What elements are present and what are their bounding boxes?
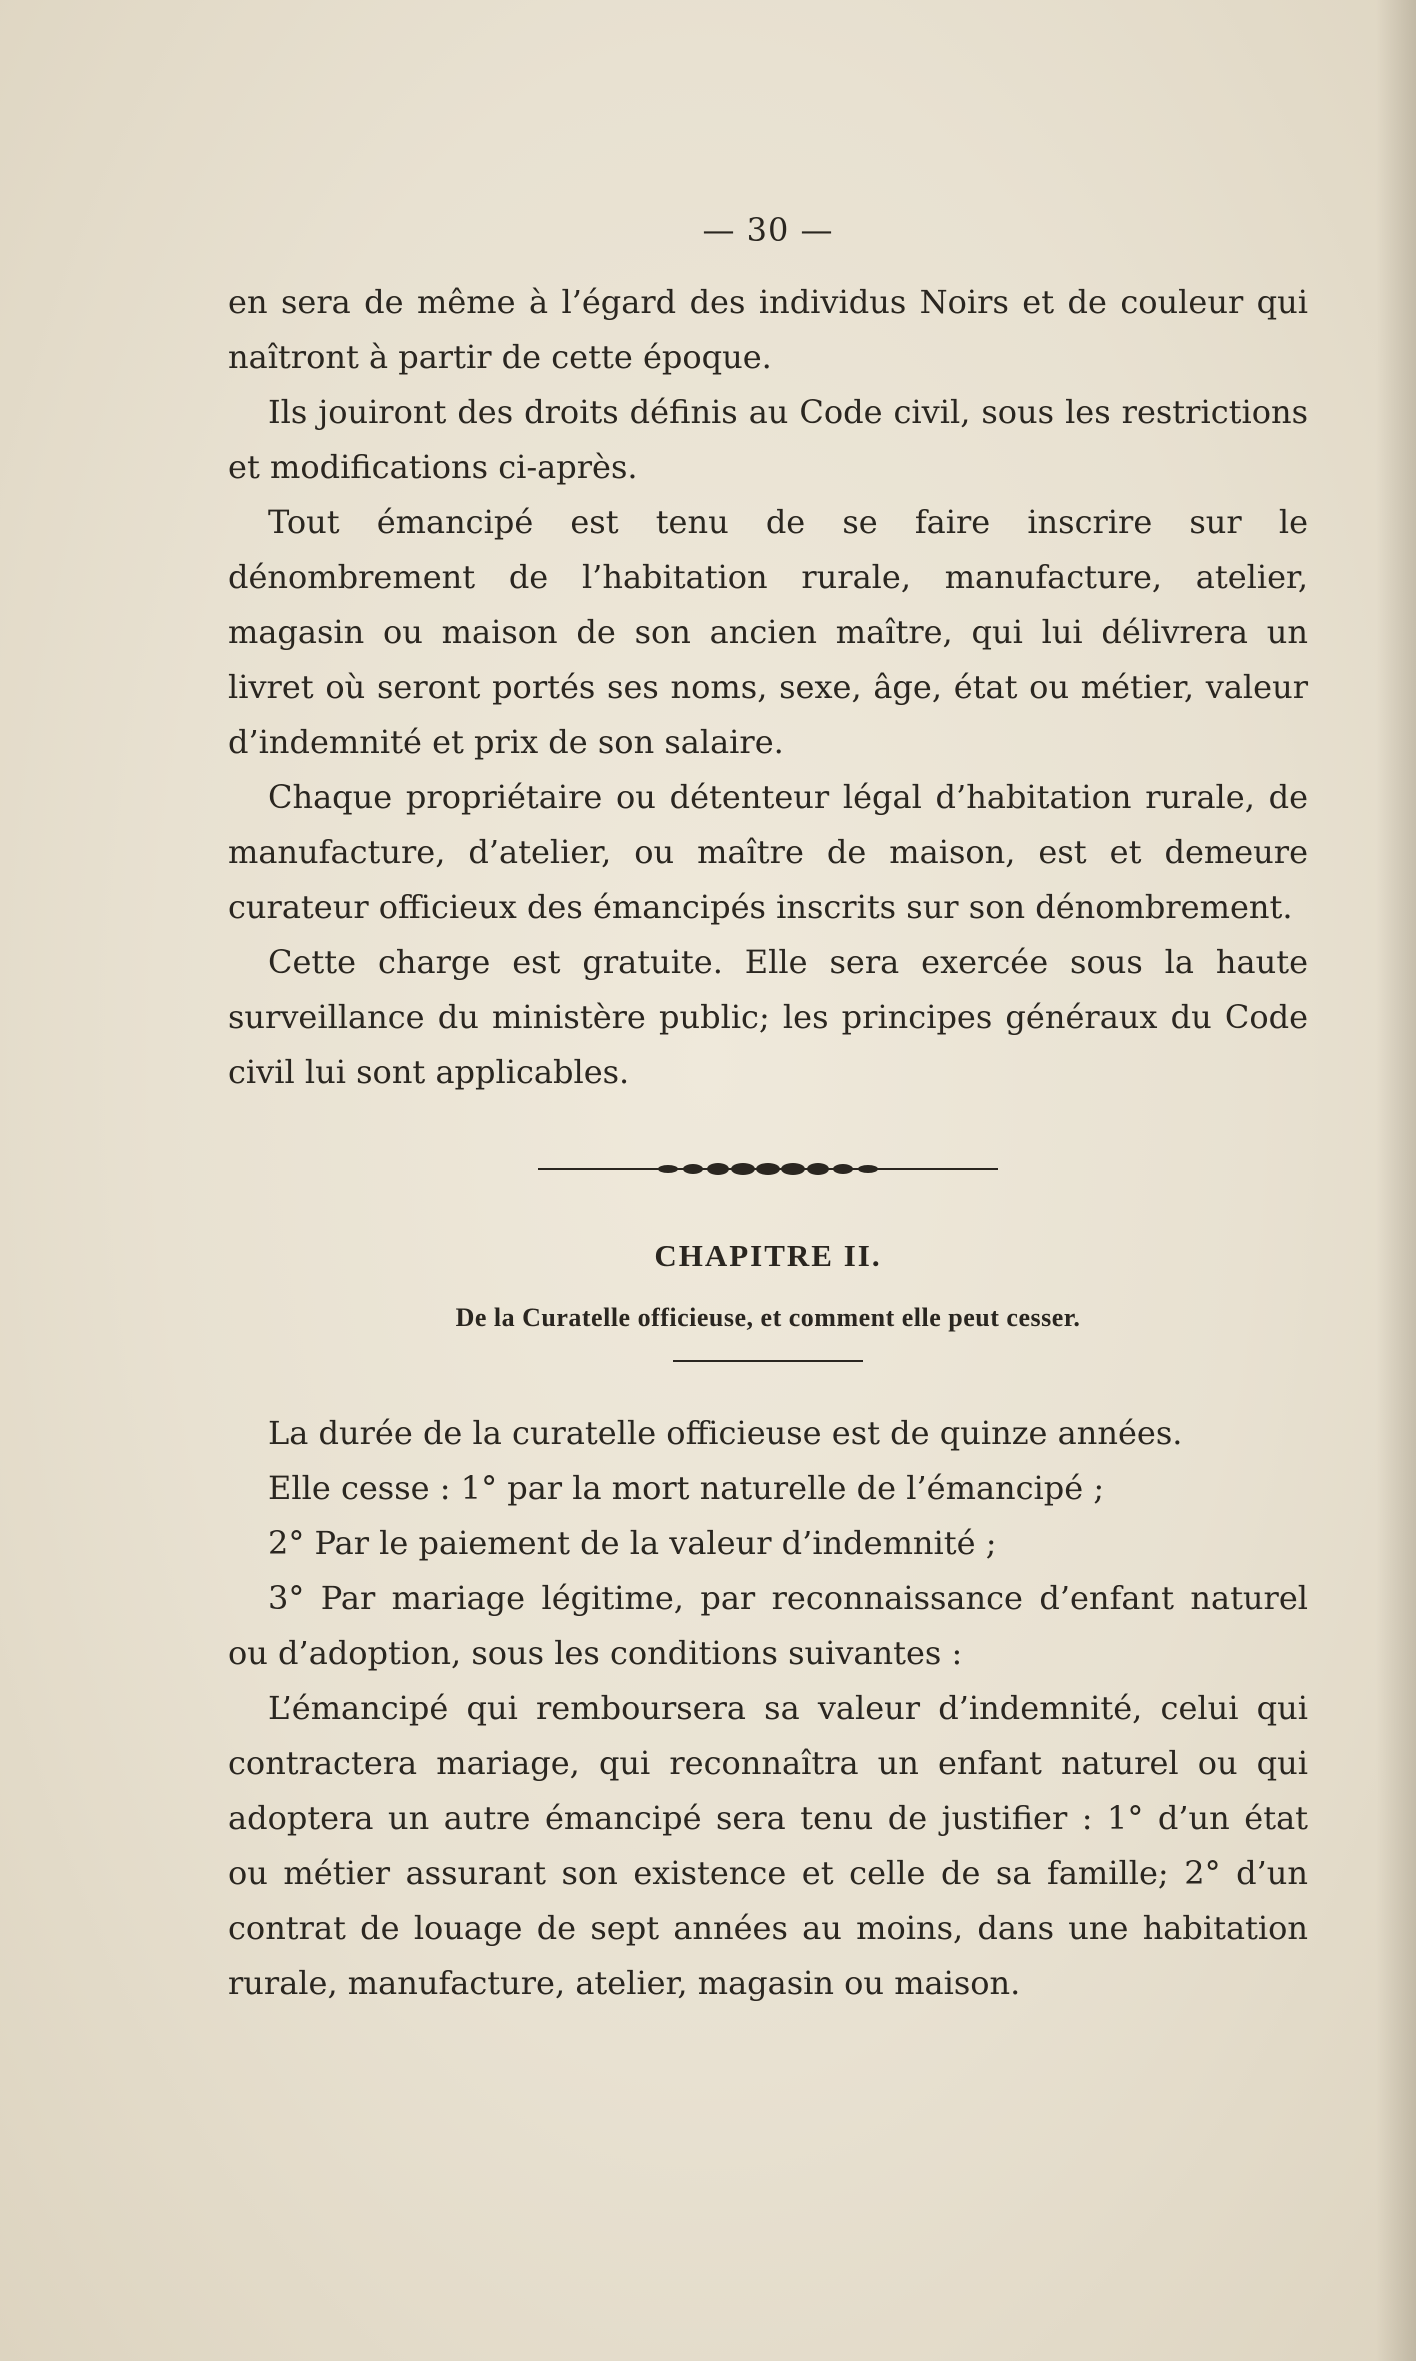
page-number: — 30 — (702, 211, 834, 249)
page-spine-shadow (1376, 0, 1416, 2361)
paragraph-1: en sera de même à l’égard des individus Noirs et de couleur qui naîtront à partir de cette époque. (228, 283, 1308, 376)
paragraph-10: L’émancipé qui remboursera sa valeur d’indemnité, celui qui contractera mariage, qui reconnaîtra un enfant naturel ou qui adoptera un autre émancipé sera tenu de justifier : 1° d’un état ou métier assurant son existence et celle de sa famille; 2° d’un contrat de louage de sept années au moins, dans une habitation rurale, manufacture, atelier, magasin ou maison. (228, 1689, 1308, 2002)
paragraph-2: Ils jouiront des droits définis au Code civil, sous les restrictions et modifications ci-après. (228, 393, 1308, 486)
paragraph-9: 3° Par mariage légitime, par reconnaissance d’enfant naturel ou d’adoption, sous les conditions suivantes : (228, 1579, 1308, 1672)
paragraph-3: Tout émancipé est tenu de se faire inscrire sur le dénombrement de l’habitation rurale, manufacture, atelier, magasin ou maison de son ancien maître, qui lui délivrera un livret où seront portés ses noms, sexe, âge, état ou métier, valeur d’indemnité et prix de son salaire. (228, 503, 1308, 761)
chapter-body (228, 1406, 1308, 2011)
chapter-subtitle: De la Curatelle officieuse, et comment elle peut cesser. (455, 1303, 1081, 1332)
paragraph-6: La durée de la curatelle officieuse est de quinze années. (268, 1414, 1183, 1452)
paragraph-4: Chaque propriétaire ou détenteur légal d’habitation rurale, de manufacture, d’atelier, ou maître de maison, est et demeure curateur officieux des émancipés inscrits sur son dénombrement. (228, 778, 1308, 926)
paragraph-5: Cette charge est gratuite. Elle sera exercée sous la haute surveillance du ministère public; les principes généraux du Code civil lui sont applicables. (228, 943, 1308, 1091)
text-block (228, 205, 1308, 2011)
short-rule (673, 1360, 863, 1362)
ornamental-rule (538, 1162, 998, 1176)
paragraph-7: Elle cesse : 1° par la mort naturelle de l’émancipé ; (268, 1469, 1105, 1507)
paragraph-8: 2° Par le paiement de la valeur d’indemnité ; (268, 1524, 997, 1562)
chapter-title: CHAPITRE II. (654, 1238, 882, 1273)
